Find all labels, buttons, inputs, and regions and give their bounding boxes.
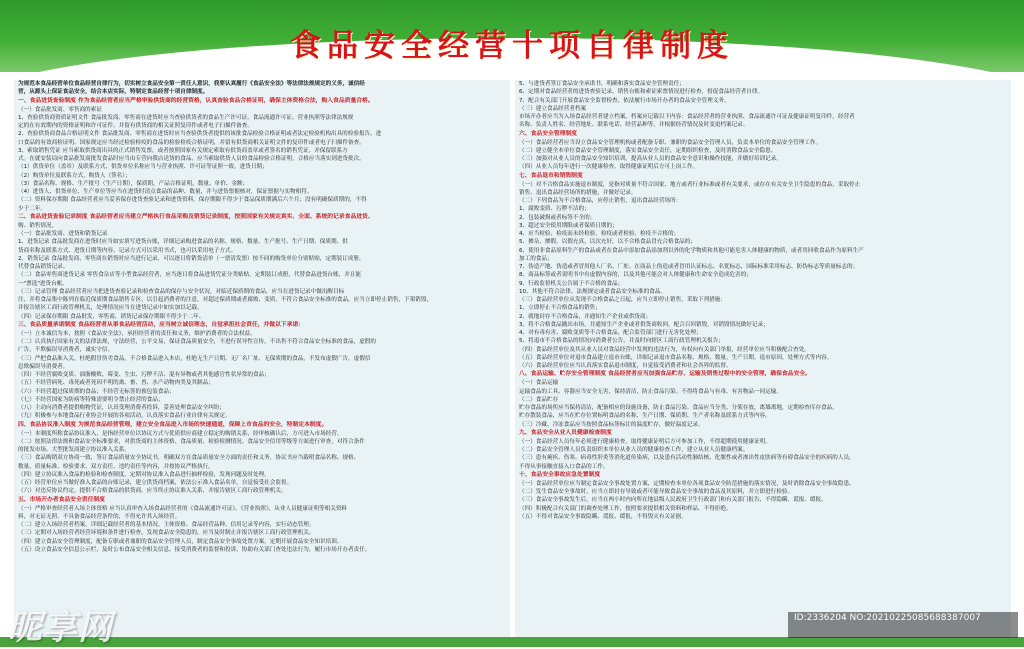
paragraph-line: 贮存散装食品，应当在贮存位置标明食品的名称、生产日期、保质期、生产者名称及联系方式等内容。 bbox=[519, 413, 771, 420]
paragraph-line: 代替食品销货记录。 bbox=[18, 264, 69, 270]
paragraph-line: 并报告辖区工商行政管理机关，处理情况应当在进货记录中如实加以记载。 bbox=[18, 305, 203, 312]
section-heading: 四、食品协议准入制度 为规范食品经营管理，建立安全食品进入市场的快速通道，保障上市食品的安全，特制定本制度。 bbox=[18, 421, 328, 428]
paragraph-line: 式。在就安装局向食品批发商批发食品时应当由专营向我店送货的食品，应当索取供货人员的食品检验合格证明，合格应当落实到进货批次。 bbox=[18, 156, 365, 162]
paragraph-line: （三）食品安全事故发生后，应当在两小时内向所在地县级人民政府卫生行政部门和有关部门报告，不得隐瞒、谎报、缓报。 bbox=[519, 497, 827, 504]
paragraph-line: （六）不经营超过保质期的食品；不经营无标签的预包装食品； bbox=[18, 388, 175, 395]
paragraph-line: 加工的食品； bbox=[519, 255, 553, 262]
paragraph-line: 市场开办者应当为入场食品经营者建立档案，档案应记载以下内容：食品经营者的营业执照、食品流通许可证及健康证明复印件，经营者 bbox=[519, 114, 855, 120]
paragraph-line: （五）不得对食品安全事故隐瞒、谎报、缓报，不得毁灭有关证据。 bbox=[519, 513, 687, 520]
page-title: 食品安全经营十项自律制度 bbox=[290, 28, 734, 64]
paragraph-line: （一）立本诚信为本，按照《食品安全法》，承担经营者的责任和义务，维护消费者的合法权益。 bbox=[18, 330, 256, 337]
left-column bbox=[14, 80, 510, 640]
paragraph-line: （四）记录保存期限 食品批发、零售商，销货记录保存期限不得少于二年。 bbox=[18, 313, 205, 320]
paragraph-line: 1、查验供货商资质证明文件 食品批发商、零售商在进货时应当查验供货者的食品生产许可证、食品流通许可证、营业执照等法律法规规 bbox=[18, 114, 354, 121]
paragraph-line: 2、就地封存不合格食品，并通知生产企业或供货商； bbox=[519, 313, 652, 320]
paragraph-line: 9、行政监督机关公告属于不合格的食品； bbox=[519, 280, 624, 287]
paragraph-line: （三）食品购销双方协商一致，签订食品质量安全协议书，明确双方在食品质量安全方面的责任和义务，协议书应当载明食品名称、规格、 bbox=[18, 455, 360, 462]
paragraph-line: （二）下列食品为不合格食品，应停止销售，退出食品经营场所： bbox=[519, 198, 682, 204]
section-heading: 七、食品退市和销毁制度 bbox=[519, 172, 583, 179]
section-heading: 一、食品进货查验制度 作为食品经营者应当严格审验供货商的经营资格，认真查验食品合格证明，确保主体资格合法，购入食品质量合格。 bbox=[18, 97, 374, 104]
paragraph-line: 4、应当检验、检疫而未经检验、检疫或者检验、检疫不合格的； bbox=[519, 231, 680, 237]
paragraph-line: 7、伪造产地、伪造或者冒用他人厂名、厂址、在商品上伪造或者冒用认证标志、名优标志，国际标准采用标志、防伪标志等质量标志的； bbox=[519, 264, 859, 270]
paragraph-line: （二）发生食品安全事故时，应当立即封存导致或者可能导致食品安全事故的食品及其原料，并立即进行检验。 bbox=[519, 489, 794, 495]
paragraph-line: （3）食品名称、规格、生产批号（生产日期），保质期，产品合格证明，数量、单价、金额； bbox=[18, 180, 249, 187]
paragraph-line: （三）定期对入场经营者经营环境和条件进行检查，发现食品安全隐患的，应当及时制止并报告辖区工商行政管理机关。 bbox=[18, 530, 315, 537]
paragraph-line: （四）食品经营单位及其从业人员对食品经营中发现的违法行为，有权向有关部门举报，经营单位应当积极配合查处。 bbox=[519, 346, 810, 353]
paragraph-line: （一）食品批发商、进货和销货记录 bbox=[18, 231, 108, 237]
paragraph-line: （三）记录管理 食品经营者应当把进货查验记录和检查食品的保存与安全状况，对临近保质期的食品，应当在进货记录中做出醒目标 bbox=[18, 288, 345, 295]
paragraph-line: （二）食品贮存 bbox=[519, 396, 559, 403]
paragraph-line: 息欺骗误导消费者。 bbox=[18, 363, 69, 370]
paragraph-line: （1）供货单位（盖章）及联系方式，供货单位名称应当与营业执照、许可证等证照一致，进货日期； bbox=[18, 164, 268, 171]
paragraph-line: 不得从事接触直接入口食品的工作。 bbox=[519, 463, 609, 470]
paragraph-line: （一）食品经营人员每年必须进行健康检查，取得健康证明后方可参加工作，不得超期使用健康证明。 bbox=[519, 438, 771, 445]
paragraph-line: （一）本制度所称食品协议准入，是指经营单位以协议方式与优质供应商建立稳定的购销关系，经审核确认后，方可进入市场经营。 bbox=[18, 430, 343, 437]
paragraph-line: （八）主动向消费者提供购物凭证，认真受理消费者投诉，妥善处理食品安全纠纷； bbox=[18, 405, 225, 411]
paragraph-line: （三）患有痢疾、伤寒、病毒性肝炎等消化道传染病，以及患有活动性肺结核、化脓性或者渗出性皮肤病等有碍食品安全的疾病的人员， bbox=[519, 455, 855, 462]
paragraph-line: （四）不经营腐败变质、油脂酸败、霉变、生虫、污秽不洁、混有异物或者其他感官性状异常的食品； bbox=[18, 372, 270, 378]
paragraph-line: 3、将不合格食品撤出市场，并通知生产企业或者供货商收回，配合召回销毁，对销毁情况做好记录； bbox=[519, 321, 769, 328]
paragraph-line: （2）购货单位及联系方式，购货人（签名）； bbox=[18, 172, 131, 179]
paragraph-line: 数量、质量标准、检验要求、双方责任、违约责任等内容，并按协议严格执行。 bbox=[18, 463, 214, 470]
paragraph-line: 运输食品的工具、容器应当安全无害，保持清洁，防止食品污染。不得将食品与有毒、有害物品一同运输。 bbox=[519, 388, 782, 395]
paragraph-line: 7、配合有关部门开展食品安全监督检查，依法履行市场开办者的食品安全管理义务。 bbox=[519, 97, 730, 104]
paragraph-line: 1、进货记录 食品批发商在进货时应当如实填写进货台账，详细记录购进食品的名称、规格、数量、生产批号、生产日期、保质期、供 bbox=[18, 239, 348, 246]
paragraph-line: 口食品的有效商检证明、国家规定应当经过检验检疫的食品的检验检疫合格证明，并留有供货商相关证明文件的复印件或者电子扫描件备查。 bbox=[18, 139, 365, 146]
paragraph-line: 为规范本食品经营单位食品经营自律行为，切实树立食品安全第一责任人意识，我要认真履行《食品安全法》等法律法规规定的义务，诚信经 bbox=[18, 81, 365, 87]
paragraph-line: （二）按照法律法规和食品安全标准要求，对供货商的主体资格、食品质量、检验检测情况、食品安全信用等级等方面进行审查，对符合条件 bbox=[18, 438, 365, 445]
paragraph-line: 3、索取销售凭证 应当索取供货商出具的正式销售发票，或者按照国家有关规定索取有供货商盖章或者签名的销售凭证，并保留联系方 bbox=[18, 147, 348, 154]
paragraph-line: （五）不经营病死、毒死或者死因不明的禽、畜、兽、水产动物肉类及其制品； bbox=[18, 380, 214, 387]
paragraph-line: （五）经营单位应当做好准入食品的台账记录，建立供货商档案，依法公示准入食品名单，自觉接受社会监督。 bbox=[18, 480, 293, 486]
paragraph-line: （二）认真执行国家有关的法律法规，守法经营，公平交易，保证食品质量安全，不进行误导性宣传，不出售不符合食品安全标准的食品，虚假的 bbox=[18, 339, 377, 345]
paragraph-line: （一）食品批发商、零售商的索证 bbox=[18, 106, 102, 113]
paragraph-line: （四）建立食品安全管理制度，配备专职或者兼职的食品安全管理人员，制定食品安全事故处置方案，定期开展食品安全知识培训。 bbox=[18, 538, 343, 545]
paragraph-line: （一）食品经营单位应当制定食品安全事故处置方案，定期检查本单位各项食品安全防范措施的落实情况，及时消除食品安全事故隐患。 bbox=[519, 480, 855, 487]
paragraph-line: 名称、负责人姓名、经营地址、联系电话、经营品种等，并根据经营情况及时变更档案记录。 bbox=[519, 122, 749, 129]
id-watermark-text: ID:2336204 NO:20210225085688387007 bbox=[794, 613, 981, 623]
paragraph-line: （五）设立食品安全信息公示栏，及时公布食品安全相关信息，接受消费者的监督和投诉，协助有关部门查处违法行为，履行市场开办者责任。 bbox=[18, 546, 371, 553]
section-heading: 五、市场开办者食品安全责任制度 bbox=[18, 496, 105, 503]
paragraph-line: （九）积极参与本地食品行业协会开展的各项活动，认真落实食品行业自律有关规定。 bbox=[18, 413, 231, 420]
paragraph-line: （三）食品经营单位从发现不合格食品之日起，应当立即停止销售，采取下列措施： bbox=[519, 297, 726, 303]
paragraph-line: （六）对违反协议约定，提供不合格食品的供货商，应当终止协议准入关系，并报告辖区工商行政管理机关。 bbox=[18, 488, 287, 495]
id-watermark bbox=[788, 612, 1018, 638]
paragraph-line: 8、商品标签或者说明书中有虚假内容的，以及其他可能会对人体健康和生命安全造成危害的； bbox=[519, 272, 752, 279]
section-heading: 八、食品运输、贮存安全管理制度 食品经营者应当加强食品贮存、运输及销售过程中的安全管理，确保食品安全。 bbox=[519, 371, 811, 378]
paragraph-line: （三）冷藏、冷冻食品应当按照食品标签标注的温度贮存，做好温度记录。 bbox=[519, 421, 704, 428]
paragraph-line: （四）从业人员每年进行一次健康检查，取得健康证明后方可上岗工作。 bbox=[519, 164, 699, 171]
section-heading: 九、食品安全从业人员健康检查制度 bbox=[519, 429, 612, 436]
paragraph-line: 购、销售情况。 bbox=[18, 222, 58, 229]
paragraph-line: 10、其他不符合法律、法规规定或者食品安全标准的食品。 bbox=[519, 288, 666, 295]
paragraph-line: （二）建立健全本单位食品安全管理制度，落实食品安全责任，定期组织检查，及时消除食品安全隐患。 bbox=[519, 147, 777, 154]
right-column bbox=[515, 80, 1011, 640]
paragraph-line: （二）食品零售商进货记录 零售食杂店等小型食品经营者，应当逐日将食品进货凭证分类贴贴，定期装订成册，代替食品进货台账，并且能 bbox=[18, 272, 361, 279]
paragraph-line: 的批发市场、大型批发商建立协议准入关系。 bbox=[18, 447, 130, 453]
paragraph-line: （一）严格审查经营者入场主体资格 应当认真审查入场食品经营者的《食品流通许可证》、《营业执照》，从业人员健康证明等相关资料 bbox=[18, 505, 348, 512]
paragraph-line: 销售、退出食品经营场所的措施，并做好记录。 bbox=[519, 189, 637, 196]
paragraph-line: 5、掺杂、掺假，以假充真，以次充好，以不合格食品冒充合格食品的； bbox=[519, 239, 696, 246]
paragraph-line: 货商名称及联系方式、进货日期等内容，记录方式可以采用书式，也可以采用电子方式。 bbox=[18, 247, 237, 254]
site-watermark: 昵享网 bbox=[8, 608, 113, 648]
paragraph-line: 营，从源头上保证食品安全，结合本店实际，特制定食品经营十项自律制度。 bbox=[18, 89, 209, 96]
paragraph-line: （四）积极配合有关部门的调查处理工作，按照要求提供相关资料和样品，不得拒绝。 bbox=[519, 505, 732, 512]
section-heading: 三、食品质量承诺制度 食品经营者从事食品经营活动，应当树立诚信理念，自觉承担社会责任，并做以下承诺： bbox=[18, 321, 305, 328]
paragraph-line: 注，并将食品集中陈列在临近保质期食品销售专区，以引起消费者的注意。对超过保质期或者腐败、变质、不符合食品安全标准的食品，应当立即停止销售，下架销毁， bbox=[18, 297, 432, 303]
paragraph-line: （四）建立协议准入食品的检验和检查制度，定期对协议准入食品进行抽样检验，发现问题及时处理。 bbox=[18, 471, 270, 478]
paragraph-line: （一）食品经营者应当设立食品安全管理机构或者配备专职、兼职的食品安全管理人员，负责本单位的食品安全管理工作。 bbox=[519, 139, 822, 146]
paragraph-line: 1、立即停止不合格食品的销售； bbox=[519, 305, 601, 312]
paragraph-line: （七）不经营国家为防病等特殊需要明令禁止经营的食品； bbox=[18, 396, 164, 403]
paragraph-line: （六）食品经营单位应当认真落实食品退市制度，自觉接受消费者和社会各界的监督。 bbox=[519, 363, 732, 369]
paragraph-line: 3、超过安全使用期限或者保质日期的； bbox=[519, 222, 618, 229]
paragraph-line: 贮存食品的场所应当保持清洁，配备相应的设施设备，防止食品污染。食品应当分类、分架存放，离墙离地，定期检查库存食品。 bbox=[519, 405, 838, 411]
paragraph-line: （一）食品运输 bbox=[519, 380, 559, 387]
paragraph-line: （三）建立食品经营者档案 bbox=[519, 105, 587, 112]
paragraph-line: 2、销货记录 食品批发商、零售商在销货时应当进行记录，可以逐日将销货清单（一票清发票）按不同的购货单位分别贴贴，定期装订成册， bbox=[18, 255, 365, 262]
paragraph-line: 6、使用非食品原料生产的食品或者在食品中添加食品添加剂以外的化学物质和其他可能危害人体健康的物质，或者用回收食品作为原料生产 bbox=[519, 247, 864, 254]
paragraph-line: （4）进货人、供货单位、生产单位等应当在进货时清点食品的品种、数量，并与进货票据核对，保证票据与实物相符。 bbox=[18, 189, 313, 195]
paragraph-line: 5、与进货者签订食品安全承诺书，明确和落实食品安全管理责任； bbox=[519, 81, 685, 87]
paragraph-line: 6、定期对食品经营者的进货查验记录、销售台账和索证索票情况进行检查，督促食品经营者自律。 bbox=[519, 89, 764, 96]
footer-band bbox=[0, 637, 1024, 647]
paragraph-line: （三）严把食品准入关，杜绝假冒伪劣食品，不合格食品进入本店，杜绝无生产日期、无厂名厂址、无保质期的食品，不发布虚假广告，虚假信 bbox=[18, 355, 371, 362]
paragraph-line: 1、腐败变质、污秽不洁的； bbox=[519, 206, 590, 213]
paragraph-line: （一）对不合格食品实施退市制度，是指对质量不符合国家、地方或者行业标准或者有关要求，或存在有关安全卫生隐患的食品，采取停止 bbox=[519, 181, 861, 188]
paragraph-line: 4、对有毒有害、腐败变质等不合格食品，配合监管部门进行无害化处理； bbox=[519, 330, 702, 336]
paragraph-line: 2、包装破损或者标签不全的； bbox=[519, 214, 596, 221]
paragraph-line: 2、查验供货商食品合格证明文件 食品批发商、零售商在进货时应当查验供货者提供的该批食品检验合格证明或者法定检验机构出具的检验报告，进 bbox=[18, 131, 382, 138]
paragraph-line: 广告，不欺骗误导消费者，诚实守信。 bbox=[18, 347, 114, 354]
paragraph-line: 少于二年。 bbox=[18, 205, 46, 212]
section-heading: 六、食品安全管理制度 bbox=[519, 130, 577, 137]
paragraph-line: 一"票选"进货台帐。 bbox=[18, 280, 68, 287]
paragraph-line: 定的在有效期内的资格证明和许可证件，并留有供货商的相关证照复印件或者电子扫描件备查。 bbox=[18, 123, 253, 129]
paragraph-line: （二）建立入场经营者档案，详细记载经营者的基本情况、主体资格、食品经营品种、信用记录等内容，实行动态管理。 bbox=[18, 522, 315, 528]
paragraph-line: 5、将退市不合格食品的情况向消费者公告，并及时向辖区工商行政管理机关报告； bbox=[519, 338, 724, 345]
section-heading: 十、食品安全事故应急处置制度 bbox=[519, 471, 601, 478]
paragraph-line: （五）食品经营单位对退市食品建立退市台账，详细记录退市食品名称、规格、数量、生产日期、退市原因、处理方式等内容。 bbox=[519, 354, 833, 361]
paragraph-line: （三）加强对从业人员的食品安全知识培训，提高从业人员的食品安全意识和操作技能，并做好培训记录。 bbox=[519, 156, 782, 162]
paragraph-line: 料，对无证无照、不具备食品经营条件的，不得允许其入场经营。 bbox=[18, 513, 181, 520]
section-heading: 二、食品进货查验记录制度 食品经营者应当建立严格执行食品采购及销货记录制度，按照国家有关规定真实、全面、系统的记录食品进货、 bbox=[18, 213, 374, 220]
paragraph-line: （二）资料保存期限 食品经营者应当妥善保存进货查验记录和进货资料，保存期限不得少于食品保质期满后六个月；没有明确保质期的，不得 bbox=[18, 197, 367, 204]
paragraph-line: （二）食品安全管理人员负责组织本单位从业人员的健康检查工作，建立从业人员健康档案。 bbox=[519, 447, 749, 453]
